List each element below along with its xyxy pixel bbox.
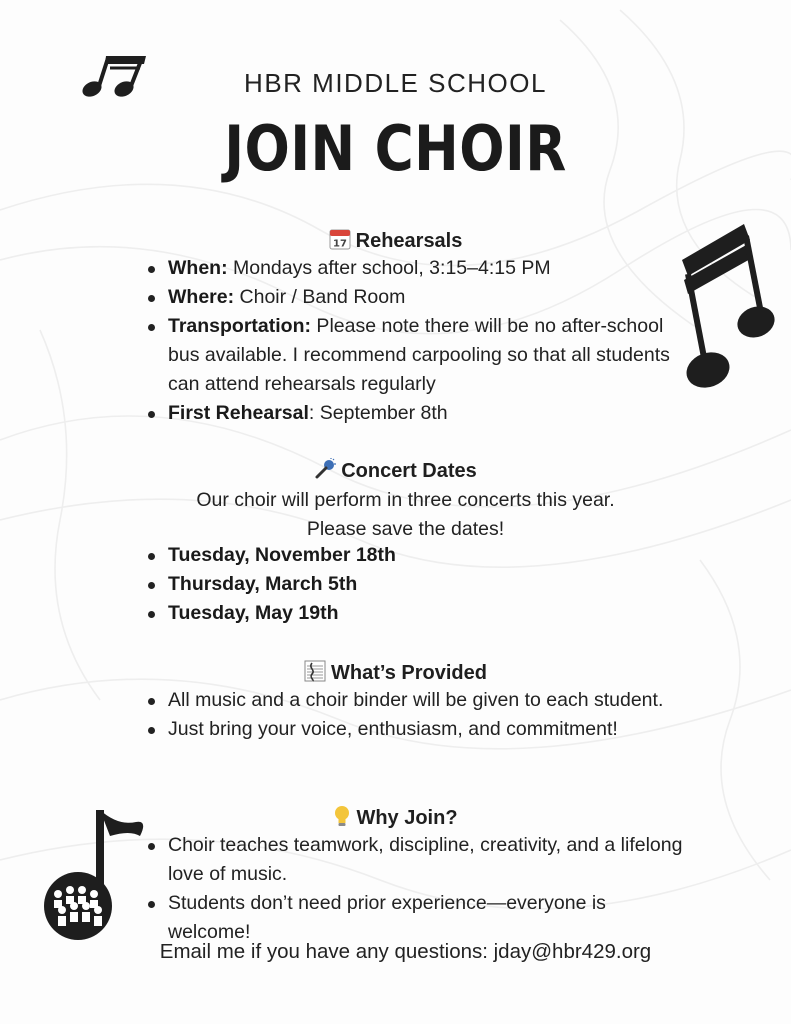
rehearsals-heading-label: Rehearsals	[355, 230, 463, 252]
calendar-day: 17	[332, 238, 347, 250]
list-item: All music and a choir binder will be given to each student.	[146, 686, 686, 715]
list-item: Tuesday, May 19th	[146, 599, 686, 628]
concerts-intro-line1: Our choir will perform in three concerts this year.	[196, 489, 615, 511]
concerts-heading-label: Concert Dates	[341, 460, 477, 482]
list-item: Students don’t need prior experience—everyone is welcome!	[146, 889, 686, 947]
list-item: Just bring your voice, enthusiasm, and commitment!	[146, 715, 686, 744]
rehearsals-heading	[0, 228, 791, 256]
list-item: When: Mondays after school, 3:15–4:15 PM	[146, 254, 686, 283]
list-item: Choir teaches teamwork, discipline, creativity, and a lifelong love of music.	[146, 831, 686, 889]
provided-list	[146, 686, 686, 744]
list-item: Tuesday, November 18th	[146, 541, 686, 570]
concert-dates-list	[146, 541, 686, 628]
sheet-music-icon	[304, 660, 326, 688]
concerts-heading	[0, 458, 791, 486]
contact-email-line: Email me if you have any questions: jday@hbr429.org	[159, 940, 652, 963]
concerts-intro-line2: Please save the dates!	[306, 518, 505, 540]
list-item: Where: Choir / Band Room	[146, 283, 686, 312]
rehearsals-list	[146, 254, 686, 428]
microphone-icon	[314, 458, 336, 486]
concerts-intro	[10, 486, 791, 544]
why-join-heading-label: Why Join?	[356, 807, 458, 829]
lightbulb-icon	[333, 805, 351, 833]
list-item: Thursday, March 5th	[146, 570, 686, 599]
page-title: JOIN CHOIR	[224, 112, 567, 185]
why-join-list	[146, 831, 686, 947]
school-name: HBR MIDDLE SCHOOL	[244, 68, 547, 98]
provided-heading	[0, 660, 791, 688]
why-join-heading	[0, 805, 791, 833]
calendar-icon	[329, 228, 351, 256]
list-item: First Rehearsal: September 8th	[146, 399, 686, 428]
provided-heading-label: What’s Provided	[331, 662, 487, 684]
list-item: Transportation: Please note there will be no after-school bus available. I recommend carpooling so that all students can attend rehearsals regularly	[146, 312, 686, 399]
